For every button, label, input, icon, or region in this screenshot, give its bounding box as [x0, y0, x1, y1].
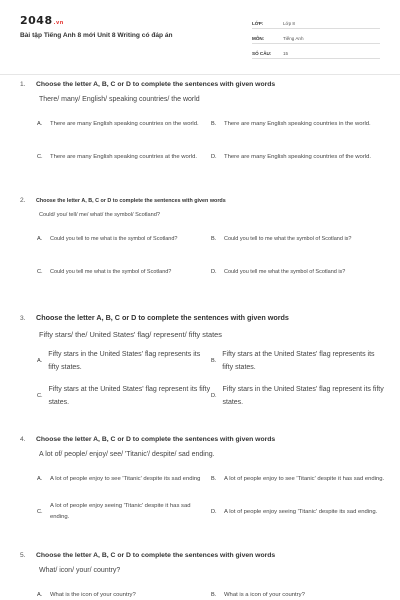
- question-1: [20, 81, 380, 170]
- page-header: [0, 0, 400, 72]
- question-number: 3.: [20, 315, 26, 322]
- option-a[interactable]: [37, 466, 211, 492]
- option-d[interactable]: [211, 499, 385, 525]
- option-c[interactable]: [37, 382, 211, 410]
- option-letter: D.: [211, 154, 217, 160]
- question-header: [20, 436, 380, 443]
- option-a[interactable]: [37, 111, 211, 137]
- option-text: There are many English speaking countries in the world.: [224, 120, 371, 127]
- answer-options: [37, 226, 380, 285]
- question-5: [20, 552, 380, 600]
- option-letter: B.: [211, 592, 217, 598]
- question-instruction: Choose the letter A, B, C or D to complete the sentences with given words: [36, 198, 226, 204]
- option-letter: C.: [37, 509, 43, 515]
- document-title: Bài tập Tiếng Anh 8 mới Unit 8 Writing có đáp án: [20, 32, 173, 39]
- option-b[interactable]: [211, 347, 385, 375]
- answer-options: [37, 582, 380, 600]
- meta-row-grade: [252, 14, 380, 29]
- option-letter: B.: [211, 476, 217, 482]
- option-text: A lot of people enjoy seeing 'Titanic' despite it has sad ending.: [49, 503, 191, 520]
- question-prompt: What/ icon/ your/ country?: [39, 567, 121, 574]
- option-b[interactable]: [211, 466, 385, 492]
- option-b[interactable]: [211, 111, 385, 137]
- question-number: 2.: [20, 197, 26, 204]
- question-2: [20, 197, 380, 285]
- meta-label: LỚP:: [252, 21, 264, 26]
- meta-value: 15: [283, 51, 289, 56]
- option-letter: A.: [37, 476, 43, 482]
- question-instruction: Choose the letter A, B, C or D to complete the sentences with given words: [36, 436, 276, 443]
- option-text: There are many English speaking countries at the world.: [50, 153, 198, 160]
- logo-suffix: .vn: [53, 20, 64, 26]
- option-text: Fifty stars at the United States' flag represents its fifty states.: [222, 351, 375, 371]
- meta-row-subject: [252, 29, 380, 44]
- question-header: [20, 313, 380, 322]
- question-number: 5.: [20, 552, 26, 559]
- option-letter: D.: [211, 393, 217, 399]
- site-logo[interactable]: [20, 14, 64, 27]
- meta-label: SỐ CÂU:: [252, 51, 272, 56]
- meta-row-count: [252, 44, 380, 59]
- option-letter: A.: [37, 236, 43, 242]
- logo-text: 2048: [20, 14, 53, 27]
- option-letter: D.: [211, 509, 217, 515]
- option-text: A lot of people enjoy seeing 'Titanic' despite its sad ending.: [224, 508, 378, 515]
- option-letter: A.: [37, 121, 43, 127]
- option-a[interactable]: [37, 582, 211, 600]
- meta-value: Lớp 8: [283, 21, 295, 26]
- question-number: 1.: [20, 81, 26, 88]
- question-instruction: Choose the letter A, B, C or D to complete the sentences with given words: [36, 81, 276, 88]
- option-text: Could you tell to me what is the symbol of Scotland?: [50, 235, 178, 242]
- option-b[interactable]: [211, 226, 385, 252]
- option-text: Could you tell to me what the symbol of Scotland is?: [224, 235, 352, 242]
- option-letter: A.: [37, 358, 43, 364]
- option-letter: C.: [37, 154, 43, 160]
- option-text: Fifty stars at the United States' flag represent its fifty states.: [48, 386, 211, 406]
- question-header: [20, 552, 380, 559]
- option-text: A lot of people enjoy to see 'Titanic' despite it has sad ending.: [224, 475, 385, 482]
- meta-label: MÔN:: [252, 36, 265, 41]
- option-c[interactable]: [37, 499, 211, 525]
- option-text: What is the icon of your country?: [50, 591, 136, 598]
- question-prompt: Fifty stars/ the/ United States' flag/ represent/ fifty states: [39, 330, 222, 339]
- option-d[interactable]: [211, 259, 385, 285]
- option-text: What is a icon of your country?: [224, 591, 305, 598]
- option-a[interactable]: [37, 226, 211, 252]
- option-letter: B.: [211, 121, 217, 127]
- option-text: Could you tell me what the symbol of Scotland is?: [224, 268, 346, 275]
- option-text: There are many English speaking countries on the world.: [50, 120, 199, 127]
- meta-value: Tiếng Anh: [283, 36, 304, 41]
- header-divider: [0, 74, 400, 75]
- question-3: [20, 313, 384, 410]
- question-instruction: Choose the letter A, B, C or D to complete the sentences with given words: [36, 313, 289, 322]
- option-b[interactable]: [211, 582, 385, 600]
- option-letter: C.: [37, 269, 43, 275]
- option-letter: D.: [211, 269, 217, 275]
- document-meta: [252, 14, 380, 59]
- option-letter: B.: [211, 236, 217, 242]
- option-text: Could you tell me what is the symbol of Scotland?: [50, 268, 172, 275]
- option-d[interactable]: [211, 144, 385, 170]
- option-text: A lot of people enjoy to see 'Titanic' despite its sad ending: [50, 475, 201, 482]
- answer-options: [37, 347, 384, 410]
- option-d[interactable]: [211, 382, 385, 410]
- question-header: [20, 197, 380, 204]
- option-text: Fifty stars in the United States' flag represents its fifty states.: [48, 351, 201, 371]
- option-letter: A.: [37, 592, 43, 598]
- question-number: 4.: [20, 436, 26, 443]
- option-text: There are many English speaking countries of the world.: [224, 153, 372, 160]
- question-prompt: There/ many/ English/ speaking countries/ the world: [39, 96, 200, 103]
- question-instruction: Choose the letter A, B, C or D to complete the sentences with given words: [36, 552, 276, 559]
- answer-options: [37, 466, 385, 525]
- question-header: [20, 81, 380, 88]
- option-c[interactable]: [37, 259, 211, 285]
- question-prompt: A lot of/ people/ enjoy/ see/ 'Titanic'/ despite/ sad ending.: [39, 451, 215, 458]
- option-letter: B.: [211, 358, 217, 364]
- option-text: Fifty stars in the United States' flag represent its fifty states.: [222, 386, 384, 406]
- question-prompt: Could/ you/ tell/ me/ what/ the symbol/ Scotland?: [39, 212, 160, 218]
- option-a[interactable]: [37, 347, 211, 375]
- answer-options: [37, 111, 380, 170]
- question-4: [20, 436, 385, 525]
- option-letter: C.: [37, 393, 43, 399]
- option-c[interactable]: [37, 144, 211, 170]
